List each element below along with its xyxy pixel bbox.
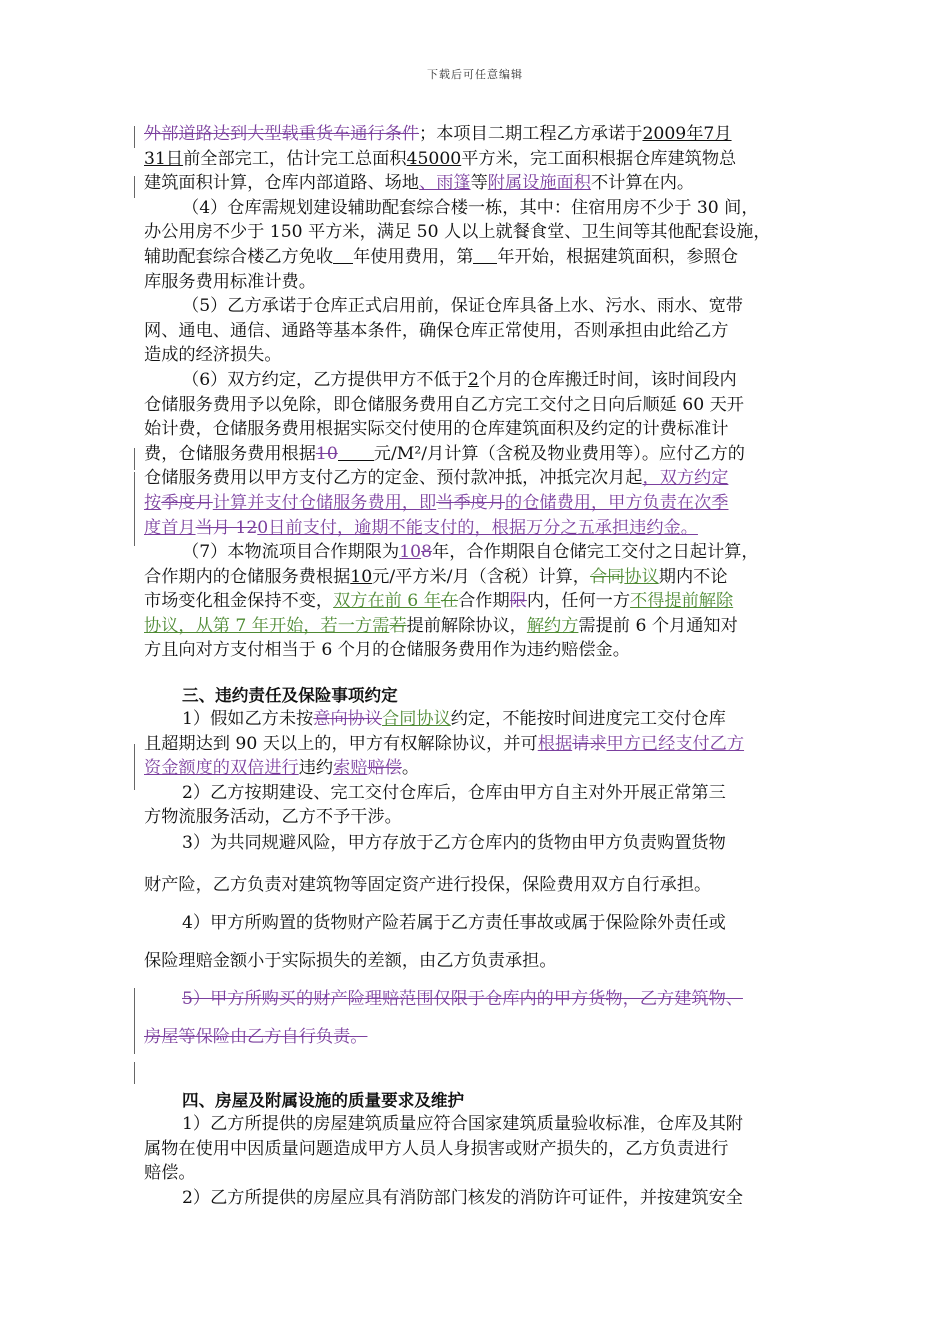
change-bar	[134, 744, 135, 790]
paragraph-5-line: （5）乙方承诺于仓库正式启用前，保证仓库具备上水、污水、雨水、宽带	[182, 296, 743, 317]
text-run: 内，任何一方	[526, 591, 631, 612]
document-body	[144, 122, 812, 1210]
paragraph-6-line	[144, 491, 812, 516]
text-run: 费，仓储服务费用根据	[144, 443, 316, 464]
text-run: 元/平方米/月（含税）计算，	[372, 566, 590, 587]
text-line	[144, 171, 812, 196]
text-run: （7）本物流项目合作期限为	[182, 542, 400, 563]
section-3-item-3-line: 3）为共同规避风险，甲方存放于乙方仓库内的货物由甲方负责购置货物	[182, 833, 726, 854]
change-bar	[134, 988, 135, 1054]
section-3-item-4-line: 4）甲方所购置的货物财产险若属于乙方责任事故或属于保险除外责任或	[182, 913, 726, 934]
inserted-text: 合同协议	[382, 709, 451, 730]
text-run: 。	[401, 758, 420, 779]
deleted-text: 8	[421, 542, 432, 563]
blank-field	[473, 246, 497, 264]
text-run: 年，合作期限自仓储完工交付之日起计算，	[432, 542, 759, 563]
paragraph-6-line	[144, 466, 812, 491]
text-run: 元/M²/月计算（含税及物业费用等）。应付乙方的	[373, 443, 745, 464]
underlined-area: 45000	[406, 148, 462, 169]
inserted-text: 的仓储费用，甲方负责在	[505, 492, 695, 513]
blank-field	[333, 246, 353, 264]
section-3-item-5-deleted: 5）甲方所购买的财产险理赔范围仅限于仓库内的甲方货物，乙方建筑物、	[182, 989, 743, 1010]
inserted-text: 按	[144, 492, 162, 513]
inserted-text: 0	[257, 517, 269, 538]
deleted-text: 季度月	[453, 492, 506, 513]
deleted-text: 请求	[572, 733, 607, 754]
deleted-text: 季度月	[161, 492, 213, 513]
text-run: 需提前 6 个月通知对	[578, 615, 738, 636]
change-bar	[134, 448, 135, 470]
text-run: 平方米，完工面积根据仓库建筑物总	[461, 148, 737, 169]
inserted-text: 甲方已经支付乙方	[606, 733, 745, 754]
text-run: 建筑面积计算，仓库内部道路、场地	[144, 173, 420, 194]
text-run: 年开始，根据建筑面积，参照仓	[497, 246, 739, 267]
section-3-item-4-line: 保险理赔金额小于实际损失的差额，由乙方负责承担。	[144, 951, 557, 972]
inserted-text: 、雨篷	[419, 173, 471, 194]
section-3-item-1-line	[144, 732, 812, 757]
paragraph-6-line: 仓储服务费用予以免除，即仓储服务费用自乙方完工交付之日向后顺延 60 天开	[144, 394, 744, 415]
deleted-text: 10	[315, 443, 338, 464]
paragraph-4-line	[144, 245, 812, 270]
inserted-text: 资金额度的双倍进行	[144, 758, 299, 779]
change-bar	[134, 176, 135, 198]
text-line	[144, 122, 812, 147]
change-bar	[134, 472, 135, 546]
section-4-item-1-line: 1）乙方所提供的房屋建筑质量应符合国家建筑质量验收标准，仓库及其附	[182, 1114, 743, 1135]
deleted-text: 当月 12	[195, 517, 258, 538]
inserted-text: 附属设施面积	[487, 173, 591, 194]
text-run: 不计算在内。	[590, 173, 695, 194]
text-run: 提前解除协议，	[406, 615, 527, 636]
text-run: 合作期内的仓储服务费根据	[144, 566, 351, 587]
paragraph-5-line: 造成的经济损失。	[144, 345, 282, 366]
text-run: 违约	[298, 758, 334, 779]
section-4-title: 四、房屋及附属设施的质量要求及维护	[182, 1090, 465, 1111]
text-run: 个月的仓库搬迁时间，该时间段内	[478, 369, 737, 390]
section-3-item-3-line: 财产险，乙方负责对建筑物等固定资产进行投保，保险费用双方自行承担。	[144, 875, 712, 896]
text-run: 1）假如乙方未按	[182, 709, 314, 730]
deleted-text: 合同	[589, 566, 625, 587]
deleted-text: 外部道路达到大型载重货车通行条件	[144, 124, 420, 144]
inserted-text: 双方在前 6 年	[333, 591, 441, 612]
inserted-text: 计算并支付仓储服务费用，即	[212, 492, 437, 513]
text-run: 市场变化租金保持不变，	[144, 591, 334, 612]
inserted-text: 索赔	[333, 758, 368, 779]
paragraph-7-line	[144, 614, 812, 639]
text-run: （6）双方约定，乙方提供甲方不低于	[182, 369, 468, 390]
underlined-date: 31日	[144, 148, 184, 169]
paragraph-6-line: 始计费，仓储服务费用根据实际交付使用的仓库建筑面积及约定的计费标准计	[144, 419, 729, 440]
section-4-item-1-line: 赔偿。	[144, 1163, 196, 1184]
inserted-text: 解约方	[526, 615, 579, 636]
paragraph-4-line: （4）仓库需规划建设辅助配套综合楼一栋，其中：住宿用房不少于 30 间，	[182, 197, 759, 218]
inserted-text: 不得提前解除	[630, 591, 734, 612]
text-run: 且超期达到 90 天以上的，甲方有权解除协议，并可	[144, 733, 538, 754]
paragraph-4-line: 库服务费用标准计费。	[144, 271, 316, 292]
text-run: 约定，不能按时间进度完工交付仓库	[450, 709, 726, 730]
section-4-item-2-line: 2）乙方所提供的房屋应具有消防部门核发的消防许可证件，并按建筑安全	[182, 1187, 743, 1208]
text-run: 等	[470, 173, 488, 194]
inserted-text: 10	[399, 542, 422, 563]
text-run: ；本项目二期工程乙方承诺于	[419, 124, 643, 144]
paragraph-6-line	[144, 442, 812, 467]
paragraph-4-line: 办公用房不少于 150 平方米，满足 50 人以上就餐食堂、卫生间等其他配套设施，	[144, 222, 771, 243]
deleted-text: 若	[389, 615, 407, 636]
inserted-text: 日前支付，逾期不能支付的，根据万分之五承担违约金。	[268, 517, 698, 538]
text-run: 期内不论	[658, 566, 728, 587]
change-bar	[134, 126, 135, 148]
section-3-item-1-line	[144, 707, 812, 732]
text-run: 前全部完工，估计完工总面积	[183, 148, 407, 169]
paragraph-7-line	[144, 540, 812, 565]
deleted-text: 赔偿	[367, 758, 402, 779]
text-run: 年使用费用，第	[353, 246, 474, 267]
section-3-title: 三、违约责任及保险事项约定	[182, 685, 398, 706]
paragraph-7-line	[144, 565, 812, 590]
text-run: 辅助配套综合楼乙方免收	[144, 246, 334, 267]
paragraph-6-line	[144, 516, 812, 541]
underlined-date: 2009年7月	[642, 124, 732, 144]
inserted-text: 协议，从第 7 年开始，若一方需	[144, 615, 390, 636]
inserted-text: 根据	[537, 733, 573, 754]
section-3-item-1-line	[144, 756, 812, 781]
deleted-text: 当	[436, 492, 454, 513]
section-3-item-2-line: 方物流服务活动，乙方不予干涉。	[144, 807, 402, 828]
text-run: 合作期	[458, 591, 510, 612]
inserted-text: ，双方约定	[642, 468, 729, 489]
change-bar	[134, 1062, 135, 1084]
deleted-text: 限	[509, 591, 527, 612]
section-3-item-5-deleted: 房屋等保险由乙方自行负责。	[144, 1027, 368, 1048]
inserted-text: 协议	[624, 566, 659, 587]
section-4-item-1-line: 属物在使用中因质量问题造成甲方人员人身损害或财产损失的，乙方负责进行	[144, 1138, 729, 1159]
text-line	[144, 147, 812, 172]
paragraph-7-line: 方且向对方支付相当于 6 个月的仓储服务费用作为违约赔偿金。	[144, 640, 630, 661]
paragraph-5-line: 网、通电、通信、通路等基本条件，确保仓库正常使用，否则承担由此给乙方	[144, 320, 729, 341]
blank-field	[338, 443, 374, 461]
text-run: 仓储服务费用以甲方支付乙方的定金、预付款冲抵，冲抵完次月起	[144, 468, 643, 489]
paragraph-6-line	[144, 368, 812, 393]
section-3-item-2-line: 2）乙方按期建设、完工交付仓库后，仓库由甲方自主对外开展正常第三	[182, 782, 726, 803]
paragraph-7-line	[144, 589, 812, 614]
underlined-number: 10	[350, 566, 373, 587]
deleted-text: 在	[440, 591, 459, 612]
inserted-text: 次季	[694, 492, 729, 513]
inserted-text: 度首月	[144, 517, 196, 538]
deleted-text: 意向协议	[313, 709, 383, 730]
underlined-number: 2	[467, 369, 479, 390]
page-header: 下载后可任意编辑	[427, 68, 523, 81]
